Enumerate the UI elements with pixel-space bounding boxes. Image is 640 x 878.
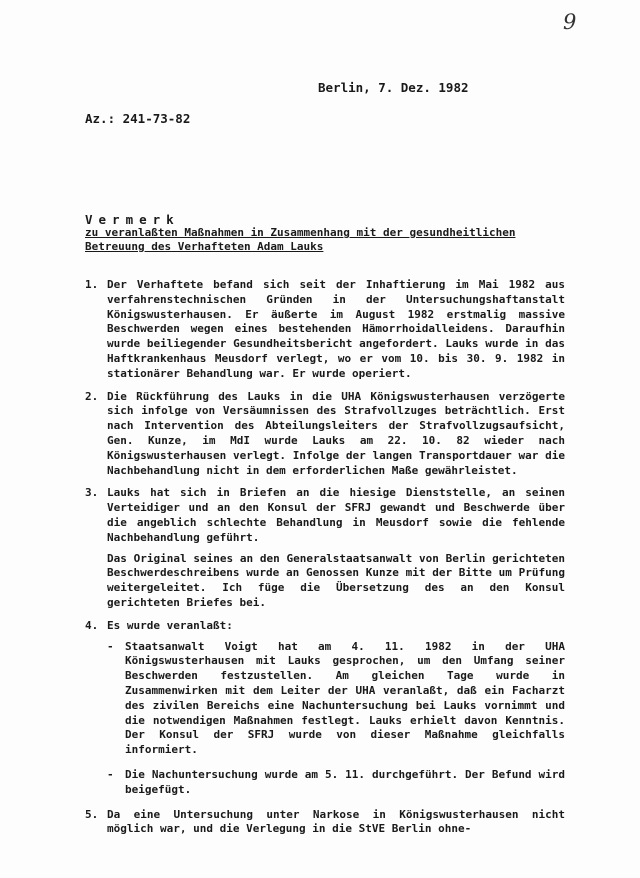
dash-bullet: -	[107, 767, 114, 781]
item-text: Lauks hat sich in Briefen an die hiesige Dienststelle, an seinen Verteidiger und an den Konsul der SFRJ gewandt und Beschwerde über die angeblich schlechte Behandlung in Meusdorf sowie die fehlende Nachbehandlung geführt.	[107, 486, 565, 544]
item-number: 1.	[85, 278, 99, 291]
document-heading: Vermerk	[85, 212, 180, 227]
item-text: Der Verhaftete befand sich seit der Inhaftierung im Mai 1982 aus verfahrenstechnischen Gründen in der Untersuchungshaftanstalt Königswusterhausen. Er äußerte im August 1982 erstmalig massive Beschwerden wegen eines bestehenden Hämorrhoidalleidens. Daraufhin wurde beiliegender Gesundheitsbericht angefordert. Lauks wurde in das Haftkrankenhaus Meusdorf verlegt, wo er vom 10. bis 30. 9. 1982 in stationärer Behandlung war. Er wurde operiert.	[107, 278, 565, 380]
item-text: Da eine Untersuchung unter Narkose in Königswusterhausen nicht möglich war, und die Verlegung in die StVE Berlin ohne-	[107, 807, 565, 836]
list-item-1	[85, 278, 565, 382]
item-number: 3.	[85, 486, 99, 500]
item-text: Die Rückführung des Lauks in die UHA Königswusterhausen verzögerte sich infolge von Versäumnissen des Strafvollzuges beträchtlich. Erst nach Intervention des Abteilungsleiters der Strafvollzugsaufsicht, Gen. Kunze, im MdI wurde Lauks am 22. 10. 82 wieder nach Königswusterhausen verlegt. Infolge der langen Transportdauer war die Nachbehandlung nicht in dem erforderlichen Maße gewährleistet.	[107, 389, 565, 477]
item-number: 5.	[85, 807, 99, 821]
item-number: 2.	[85, 389, 99, 403]
sub-item-text: Staatsanwalt Voigt hat am 4. 11. 1982 in der UHA Königswusterhausen mit Lauks gesprochen, um den Umfang seiner Beschwerden festzustellen. Am gleichen Tage wurde in Zusammenwirken mit dem Leiter der UHA veranlaßt, daß ein Facharzt des zivilen Bereichs eine Nachuntersuchung bei Lauks vornimmt und die notwendigen Maßnahmen festlegt. Lauks erhielt davon Kenntnis. Der Konsul der SFRJ wurde von dieser Maßnahme gleichfalls informiert.	[125, 639, 565, 757]
item-text: Es wurde veranlaßt:	[107, 618, 233, 632]
page-number: 9	[563, 10, 577, 34]
sub-item-text: Die Nachuntersuchung wurde am 5. 11. durchgeführt. Der Befund wird beigefügt.	[125, 767, 565, 796]
sub-item-2	[107, 768, 565, 798]
sub-item-1	[107, 640, 565, 758]
date-line: Berlin, 7. Dez. 1982	[318, 80, 469, 95]
list-item-4	[85, 619, 565, 798]
dash-bullet: -	[107, 639, 114, 653]
file-reference: Az.: 241-73-82	[85, 111, 191, 126]
item-text-continuation: Das Original seines an den Generalstaatsanwalt von Berlin gerichteten Beschwerdeschreibens wurde an Genossen Kunze mit der Bitte um Prüfung weitergeleitet. Ich füge die Übersetzung des an den Konsul gerichteten Briefes bei.	[107, 551, 565, 609]
sub-list	[107, 640, 565, 798]
item-number: 4.	[85, 618, 99, 632]
list-item-5	[85, 808, 565, 838]
numbered-list	[85, 278, 565, 845]
document-subject: zu veranlaßten Maßnahmen in Zusammenhang mit der gesundheitlichen Betreuung des Verhafteten Adam Lauks	[85, 226, 516, 253]
list-item-2	[85, 390, 565, 479]
list-item-3	[85, 486, 565, 610]
